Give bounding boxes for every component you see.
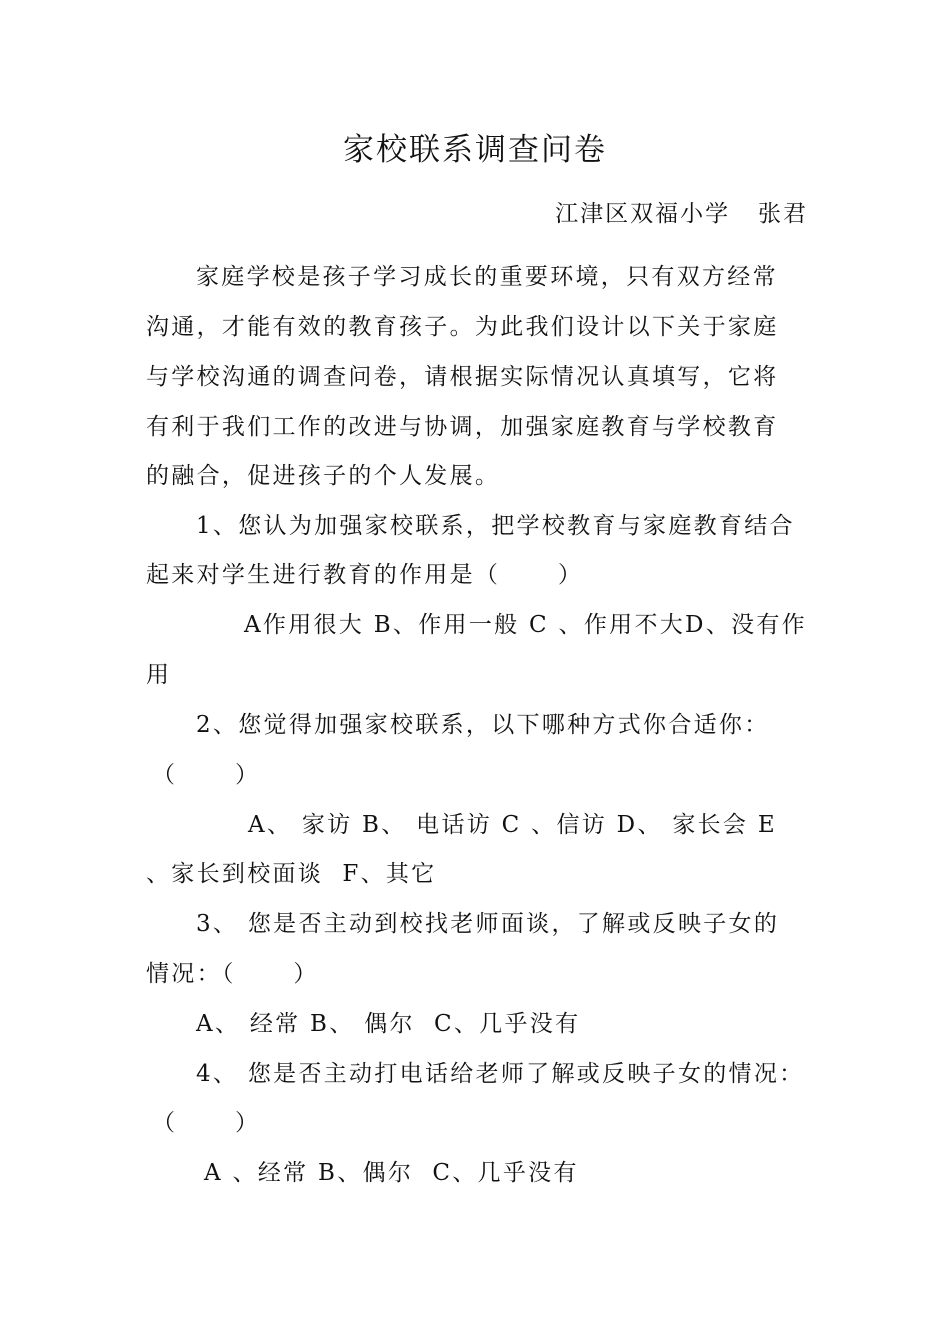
question-4-text: 4、 您是否主动打电话给老师了解或反映子女的情况： — [196, 1061, 805, 1087]
document-title: 家校联系调查问卷 — [343, 132, 607, 168]
question-2-text: 2、您觉得加强家校联系，以下哪种方式你合适你： — [196, 712, 770, 738]
question-2-options: 、家长到校面谈 F、其它 — [146, 861, 437, 887]
question-4-text: （ ） — [152, 1110, 261, 1136]
question-2-options: A、 家访 B、 电话访 C 、信访 D、 家长会 E — [248, 812, 777, 838]
intro-line: 与学校沟通的调查问卷，请根据实际情况认真填写，它将 — [146, 364, 779, 390]
intro-line: 有利于我们工作的改进与协调，加强家庭教育与学校教育 — [146, 414, 779, 440]
intro-line: 家庭学校是孩子学习成长的重要环境，只有双方经常 — [196, 264, 778, 290]
intro-line: 沟通，才能有效的教育孩子。为此我们设计以下关于家庭 — [146, 314, 779, 340]
author-line: 江津区双福小学 张君 — [555, 201, 808, 227]
question-1-text: 1、您认为加强家校联系，把学校教育与家庭教育结合 — [196, 513, 795, 539]
question-2-text: （ ） — [152, 762, 261, 788]
question-1-options: 用 — [146, 662, 172, 688]
question-3-options: A、 经常 B、 偶尔 C、几乎没有 — [196, 1011, 581, 1037]
intro-line: 的融合，促进孩子的个人发展。 — [146, 463, 501, 489]
question-1-options: A作用很大 B、作用一般 C 、作用不大D、没有作 — [244, 612, 807, 638]
question-3-text: 情况：（ ） — [146, 961, 319, 987]
question-3-text: 3、 您是否主动到校找老师面谈，了解或反映子女的 — [196, 911, 780, 937]
question-4-options: A 、经常 B、偶尔 C、几乎没有 — [204, 1160, 579, 1186]
question-1-text: 起来对学生进行教育的作用是（ ） — [146, 562, 584, 588]
